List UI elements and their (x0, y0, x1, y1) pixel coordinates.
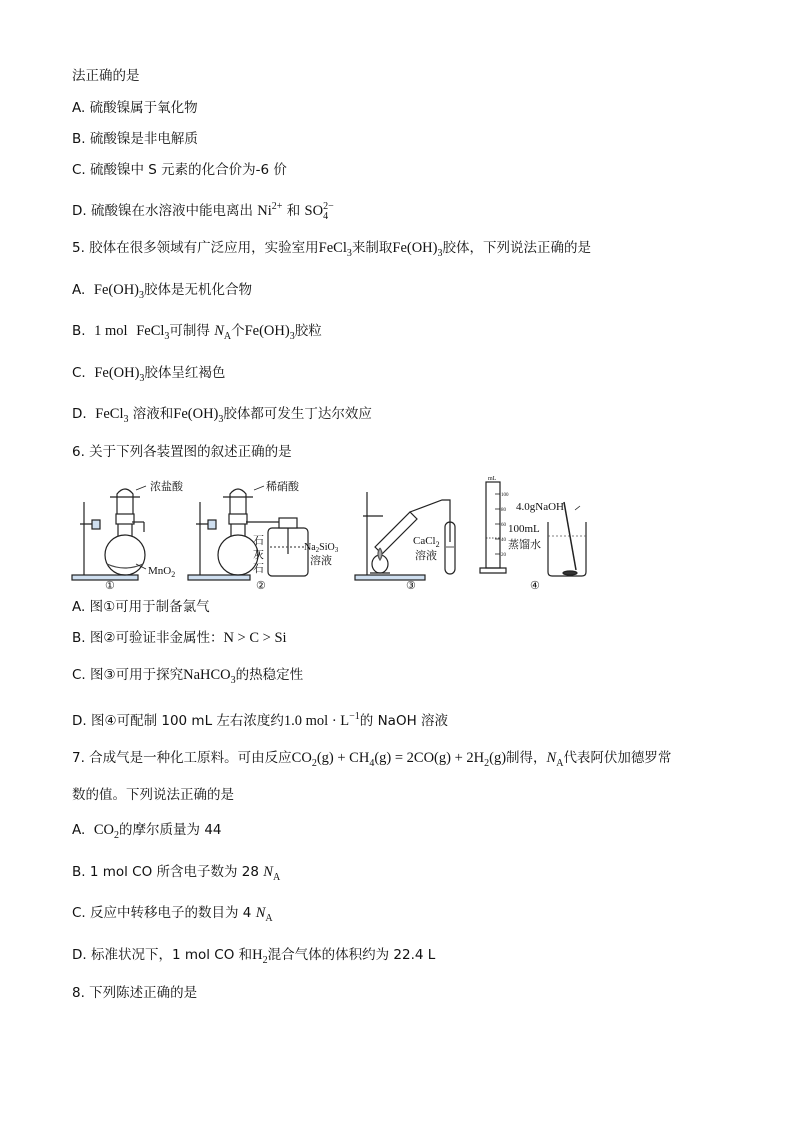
q6-option-c: C. 图③可用于探究NaHCO$_3$的热稳定性 (72, 667, 304, 686)
q7-option-c: C. 反应中转移电子的数目为 4 $N_A$ (72, 905, 273, 924)
label-distilled-water: 蒸馏水 (508, 539, 541, 551)
cylinder-tick-100: 100 (501, 493, 509, 498)
label-na2sio3: $Na_2SiO_3$ (304, 542, 339, 554)
q8-stem: 8. 下列陈述正确的是 (72, 985, 198, 1001)
q6-option-b: B. 图②可验证非金属性：N > C > Si (72, 630, 287, 646)
label-dilute-nitric: 稀硝酸 (266, 481, 299, 493)
label-limestone-2: 灰 (253, 549, 264, 561)
label-naoh-mass: 4.0gNaOH (516, 501, 564, 513)
label-na2sio3-solution: 溶液 (310, 555, 332, 567)
cylinder-tick-80: 80 (501, 508, 506, 513)
label-limestone-1: 石 (253, 535, 264, 547)
q5-stem: 5. 胶体在很多领域有广泛应用，实验室用FeCl$_3$来制取$Fe(OH)_3$胶体，下列说法正确的是 (72, 240, 591, 259)
apparatus-figure (70, 472, 610, 594)
q4-option-d: D. 硫酸镍在水溶液中能电离出 $Ni^{2+}$ 和 SO 2− 4 (72, 200, 334, 222)
label-cacl2: CaCl$_2$ (413, 535, 440, 549)
figure-number-4: ④ (530, 580, 540, 592)
q7-stem-line2: 数的值。下列说法正确的是 (72, 787, 234, 803)
cylinder-tick-20: 20 (501, 553, 506, 558)
q4-option-b: B. 硫酸镍是非电解质 (72, 131, 198, 147)
label-water-volume: 100mL (508, 523, 540, 535)
cylinder-tick-60: 60 (501, 523, 506, 528)
label-limestone-3: 石 (253, 563, 264, 575)
apparatus-1 (72, 486, 146, 580)
q5-option-a: A. $Fe(OH)_3$胶体是无机化合物 (72, 282, 252, 301)
q5-option-b: B. 1 mol FeCl$_3$可制得 $N_A$个$Fe(OH)_3$胶粒 (72, 323, 322, 342)
label-conc-hcl: 浓盐酸 (150, 481, 183, 493)
cylinder-tick-40: 40 (501, 538, 506, 543)
q6-stem: 6. 关于下列各装置图的叙述正确的是 (72, 444, 292, 460)
q7-option-a: A. $CO_2$的摩尔质量为 44 (72, 822, 222, 841)
q4-stem-tail: 法正确的是 (72, 68, 140, 84)
figure-number-2: ② (256, 580, 266, 592)
q4-option-c: C. 硫酸镍中 S 元素的化合价为-6 价 (72, 162, 287, 178)
q4-option-a: A. 硫酸镍属于氧化物 (72, 100, 198, 116)
apparatus-2 (188, 486, 308, 580)
apparatus-3 (355, 492, 455, 580)
q5-option-c: C. $Fe(OH)_3$胶体呈红褐色 (72, 365, 226, 384)
q7-stem: 7. 合成气是一种化工原料。可由反应$CO_2(g) + CH_4(g) = 2CO(g) + 2H_2(g)$制得，$N_A$代表阿伏加德罗常 (72, 750, 672, 769)
label-mno2: MnO$_2$ (148, 565, 176, 579)
figure-number-1: ① (105, 580, 115, 592)
q5-option-d: D. FeCl$_3$ 溶液和$Fe(OH)_3$胶体都可发生丁达尔效应 (72, 406, 372, 425)
label-cacl2-solution: 溶液 (415, 550, 437, 562)
q6-option-d: D. 图④可配制 100 mL 左右浓度约1.0 mol · $L^{-1}$的 NaOH 溶液 (72, 711, 449, 729)
cylinder-unit: mL (488, 476, 497, 482)
q7-option-b: B. 1 mol CO 所含电子数为 28 $N_A$ (72, 864, 281, 883)
figure-number-3: ③ (406, 580, 416, 592)
q7-option-d: D. 标准状况下，1 mol CO 和$H_2$混合气体的体积约为 22.4 L (72, 947, 436, 966)
q6-option-a: A. 图①可用于制备氯气 (72, 599, 210, 615)
